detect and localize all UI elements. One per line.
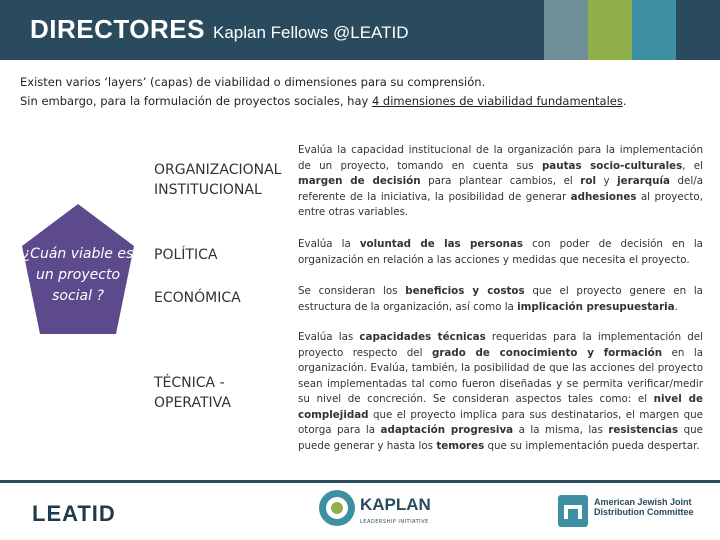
kaplan-logo-subtitle: LEADERSHIP INITIATIVE [360, 519, 429, 525]
intro-line-2: Sin embargo, para la formulación de proyectos sociales, hay 4 dimensiones de viabilidad fundamentales. [20, 94, 627, 108]
text-segment: a la misma, las [513, 424, 609, 436]
dimension-politica: POLÍTICA [154, 247, 218, 263]
dimension-economica: ECONÓMICA [154, 290, 241, 306]
text-segment: Evalúa las [298, 331, 360, 343]
keyword: pautas socio-culturales [541, 159, 683, 172]
keyword: capacidades técnicas [359, 331, 486, 343]
keyword: beneficios y costos [405, 285, 525, 297]
footer [0, 483, 720, 540]
question-text: ¿Cuán viable es un proyecto social ? [22, 246, 134, 304]
keyword: adhesiones [570, 190, 637, 203]
header-banner [0, 0, 720, 60]
keyword: jerarquía [617, 175, 670, 187]
intro-line-1: Existen varios ‘layers’ (capas) de viabilidad o dimensiones para su comprensión. [20, 75, 486, 89]
text-segment: que puede generar y hasta los [298, 424, 704, 452]
leatid-logo: LEATID [32, 501, 116, 526]
text-segment: en la organización. Evalúa, también, la posibilidad de que las acciones del proyecto sean implementadas tal como fueron diseñadas y se permita verificar/medir su nivel de concreción. Se consideran aspectos tales como: el [298, 346, 704, 405]
text-segment: . [674, 300, 678, 313]
text-segment: que el proyecto genere en la estructura de la organización, así como la [298, 285, 703, 313]
text-segment: del/a referente de la iniciativa, la posibilidad de generar [298, 175, 703, 203]
description-tecnica [298, 330, 703, 454]
text-segment: que el proyecto implica para sus destinatarios, el margen que otorga para la [298, 408, 703, 436]
header-stripe [632, 0, 676, 60]
keyword: resistencias [608, 424, 679, 436]
text-segment: al proyecto, entre otras variables. [298, 190, 703, 218]
text-segment: Se consideran los [298, 285, 406, 297]
keyword: adaptación progresiva [380, 424, 514, 436]
header-stripe [544, 0, 588, 60]
kaplan-logo-text: KAPLAN [360, 495, 431, 514]
description-politica [298, 237, 703, 268]
keyword: temores [436, 439, 485, 452]
dimension-organizacional: ORGANIZACIONAL INSTITUCIONAL [154, 162, 282, 198]
text-segment: requeridas para la implementación del proyecto respecto del [298, 331, 703, 359]
text-segment: Evalúa la capacidad institucional de la organización para la implementación de un proyecto, tomando en cuenta sus [298, 144, 703, 172]
description-organizacional [298, 143, 703, 221]
page-subtitle: Kaplan Fellows @LEATID [213, 23, 409, 42]
keyword: nivel de complejidad [298, 393, 704, 421]
keyword: voluntad de las personas [359, 238, 524, 250]
text-segment: para plantear cambios, el [420, 175, 581, 187]
keyword: rol [580, 175, 596, 187]
keyword: grado de conocimiento y formación [431, 346, 663, 359]
text-segment: con poder de decisión en la organización en relación a las acciones y medidas que necesita el proyecto. [298, 238, 703, 266]
intro-text [20, 73, 710, 111]
header-stripe [676, 0, 720, 60]
text-segment: y [595, 175, 618, 187]
jdc-logo-text: American Jewish Joint Distribution Committee [594, 497, 694, 517]
keyword: margen de decisión [298, 175, 421, 187]
kaplan-logo [318, 489, 431, 531]
question-pentagon [18, 200, 138, 340]
text-segment: , el [682, 159, 703, 172]
header-stripe [588, 0, 632, 60]
kaplan-logo-icon [318, 489, 356, 527]
description-economica [298, 284, 703, 315]
jdc-logo-icon [558, 495, 588, 527]
keyword: implicación presupuestaria [517, 300, 675, 313]
intro-highlight: 4 dimensiones de viabilidad fundamentales [371, 94, 623, 108]
jdc-logo [558, 495, 694, 531]
dimension-tecnica: TÉCNICA - OPERATIVA [154, 375, 231, 411]
text-segment: que su implementación pueda despertar. [484, 439, 700, 452]
text-segment: Evalúa la [298, 238, 360, 250]
page-title: DIRECTORES Kaplan Fellows @LEATID [30, 14, 409, 44]
header-stripes [544, 0, 720, 60]
